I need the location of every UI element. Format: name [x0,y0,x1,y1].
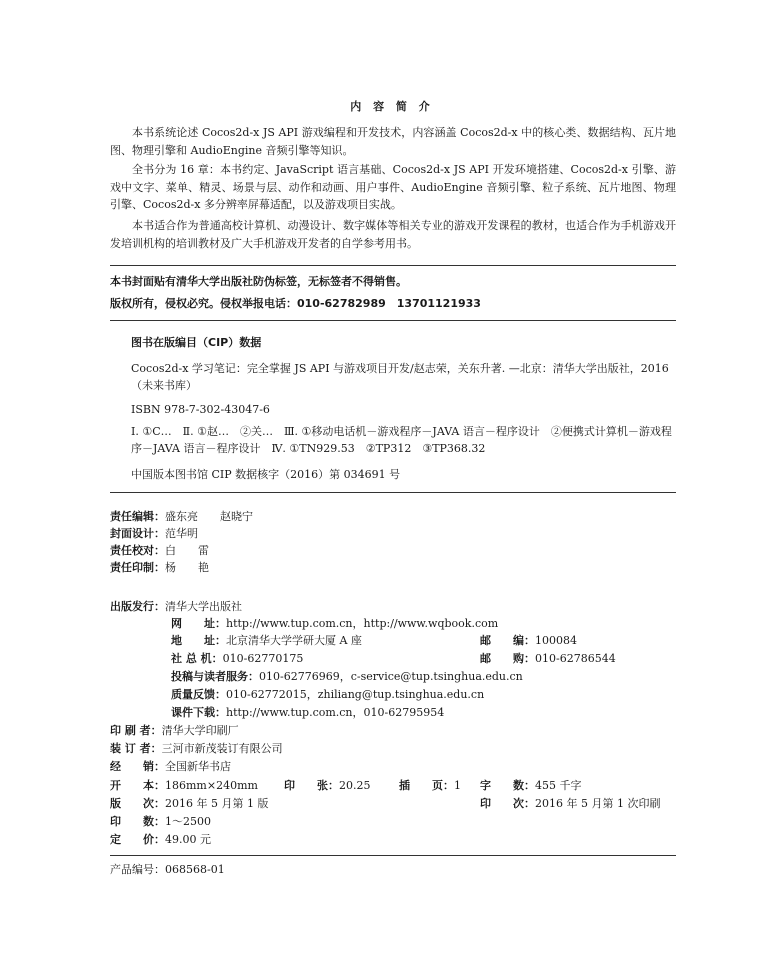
binder-row [110,740,283,757]
address-label: 地 址： [171,634,226,647]
divider [110,855,676,856]
cip-line-1: Cocos2d-x 学习笔记：完全掌握 JS API 与游戏项目开发/赵志荣，关东升著. —北京：清华大学出版社，2016 [131,362,669,375]
address-value: 北京清华大学学研大厦 A 座 [226,634,362,647]
credit-row [110,542,209,559]
distributor-label: 经 销： [110,760,165,773]
courseware-value: http://www.tup.com.cn，010-62795954 [226,706,445,719]
credit-value: 范华明 [165,527,198,540]
address-row [171,632,362,649]
plates-label: 插 页： [399,779,454,792]
print-run-label: 印 数： [110,815,165,828]
sheets-value: 20.25 [339,779,371,792]
print-run-row [110,813,211,830]
printer-label: 印 刷 者： [110,724,162,737]
intro-paragraph-1: 本书系统论述 Cocos2d-x JS API 游戏编程和开发技术，内容涵盖 Cocos2d-x 中的核心类、数据结构、瓦片地图、物理引擎和 AudioEngine 音频引擎等知识。 [110,126,676,157]
submission-row [171,668,523,685]
intro-paragraph-3: 本书适合作为普通高校计算机、动漫设计、数字媒体等相关专业的游戏开发课程的教材，也适合作为手机游戏开发培训机构的培训教材及广大手机游戏开发者的自学参考用书。 [110,219,676,250]
divider [110,492,676,493]
edition-label: 版 次： [110,797,165,810]
cip-isbn: ISBN 978-7-302-43047-6 [131,403,270,416]
mail-order-row [480,650,616,667]
format-row [110,777,258,794]
quality-feedback-label: 质量反馈： [171,688,226,701]
word-count-row [480,777,582,794]
publisher-row [110,598,242,615]
publisher-label: 出版发行： [110,600,165,613]
copyright-notice: 版权所有，侵权必究。侵权举报电话：010-62782989 13701121933 [110,297,481,310]
credit-row [110,559,209,576]
website-row [171,615,498,632]
format-value: 186mm×240mm [165,779,258,792]
switchboard-row [171,650,303,667]
intro-heading: 内 容 简 介 [350,100,434,113]
intro-paragraph-2: 全书分为 16 章：本书约定、JavaScript 语言基础、Cocos2d-x JS API 开发环境搭建、Cocos2d-x 引擎、游戏中文字、菜单、精灵、场景与层、动作和动画、用户事件、AudioEngine 音频引擎、粒子系统、瓦片地图、物理引擎、Cocos2d-x 多分辨率屏幕适配，以及游戏项目实战。 [110,163,676,211]
impression-value: 2016 年 5 月第 1 次印刷 [535,797,661,810]
mail-order-label: 邮 购： [480,652,535,665]
cip-title: 图书在版编目（CIP）数据 [131,336,262,349]
publisher-value: 清华大学出版社 [165,600,242,613]
format-label: 开 本： [110,779,165,792]
credit-row [110,508,253,525]
website-value: http://www.tup.com.cn，http://www.wqbook.com [226,617,499,630]
credit-row [110,525,198,542]
impression-row [480,795,660,812]
website-label: 网 址： [171,617,226,630]
credit-value: 盛东亮 赵晓宁 [165,510,253,523]
distributor-value: 全国新华书店 [165,760,231,773]
postcode-value: 100084 [535,634,577,647]
sheets-row [284,777,371,794]
quality-feedback-row [171,686,484,703]
cip-record-number: 中国版本图书馆 CIP 数据核字（2016）第 034691 号 [131,468,401,481]
anti-counterfeit-notice: 本书封面贴有清华大学出版社防伪标签，无标签者不得销售。 [110,275,407,288]
edition-value: 2016 年 5 月第 1 版 [165,797,269,810]
mail-order-value: 010-62786544 [535,652,616,665]
credit-value: 白 雷 [165,544,209,557]
credit-label: 责任编辑： [110,510,165,523]
distributor-row [110,758,231,775]
print-run-value: 1～2500 [165,815,211,828]
binder-label: 装 订 者： [110,742,162,755]
credit-value: 杨 艳 [165,561,209,574]
submission-label: 投稿与读者服务： [171,670,259,683]
credit-label: 责任校对： [110,544,165,557]
impression-label: 印 次： [480,797,535,810]
divider [110,265,676,266]
cip-line-2: （未来书库） [131,379,197,392]
word-count-value: 455 千字 [535,779,582,792]
word-count-label: 字 数： [480,779,535,792]
edition-row [110,795,268,812]
sheets-label: 印 张： [284,779,339,792]
postcode-row [480,632,577,649]
credit-label: 封面设计： [110,527,165,540]
price-row [110,831,211,848]
divider [110,320,676,321]
postcode-label: 邮 编： [480,634,535,647]
courseware-row [171,704,444,721]
quality-feedback-value: 010-62772015，zhiliang@tup.tsinghua.edu.cn [226,688,485,701]
binder-value: 三河市新茂装订有限公司 [161,742,283,755]
switchboard-value: 010-62770175 [222,652,304,665]
submission-value: 010-62776969，c-service@tup.tsinghua.edu.cn [259,670,523,683]
plates-value: 1 [454,779,461,792]
printer-value: 清华大学印刷厂 [161,724,239,737]
courseware-label: 课件下载： [171,706,226,719]
cip-classification: Ⅰ. ①C… Ⅱ. ①赵… ②关… Ⅲ. ①移动电话机－游戏程序－JAVA 语言－程序设计 ②便携式计算机－游戏程序－JAVA 语言－程序设计 Ⅳ. ①TN929.53 ②TP312 ③TP368.32 [131,425,672,455]
price-label: 定 价： [110,833,165,846]
plates-row [399,777,461,794]
price-value: 49.00 元 [165,833,211,846]
switchboard-label: 社 总 机： [171,652,223,665]
product-number: 产品编号：068568-01 [110,863,225,876]
printer-row [110,722,239,739]
credit-label: 责任印制： [110,561,165,574]
